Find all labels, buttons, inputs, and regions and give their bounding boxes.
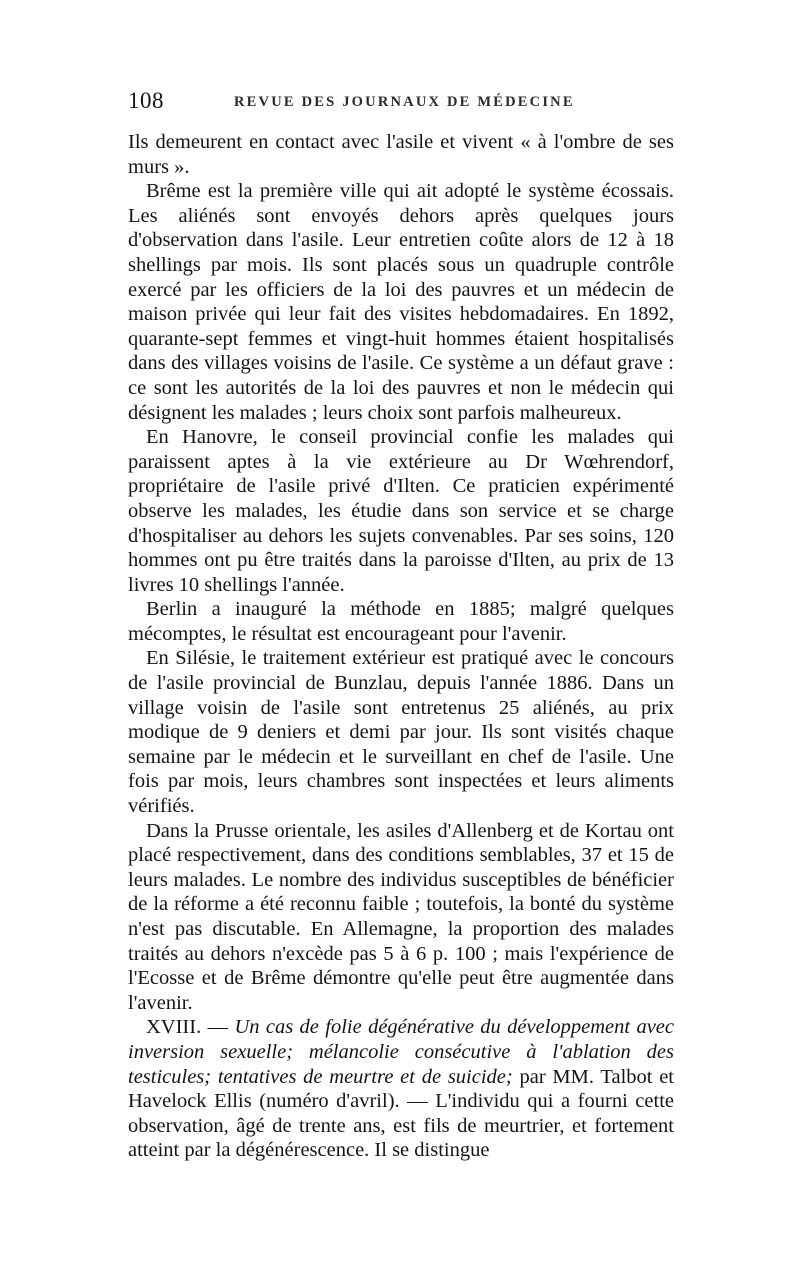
paragraph-silesie: En Silésie, le traitement extérieur est pratiqué avec le concours de l'asile provincial de Bunzlau, depuis l'année 1886. Dans un village voisin de l'asile sont entretenus 25 aliénés, au prix modique de 9 deniers et demi par jour. Ils sont visités chaque semaine par le médecin et le surveillant en chef de l'asile. Une fois par mois, leurs chambres sont inspectées et leurs aliments vérifiés. <box>128 647 674 818</box>
section-number: XVIII. — <box>146 1016 229 1039</box>
paragraph-berlin: Berlin a inauguré la méthode en 1885; malgré quelques mécomptes, le résultat est encourageant pour l'avenir. <box>128 598 674 645</box>
running-head: REVUE DES JOURNAUX DE MÉDECINE <box>234 94 575 110</box>
page-number: 108 <box>128 88 164 113</box>
paragraph-breme: Brême est la première ville qui ait adopté le système écossais. Les aliénés sont envoyés dehors après quelques jours d'observation dans l'asile. Leur entretien coûte alors de 12 à 18 shellings par mois. Ils sont placés sous un quadruple contrôle exercé par les officiers de la loi des pauvres et un médecin de maison privée qui leur fait des visites hebdomadaires. En 1892, quarante-sept femmes et vingt-huit hommes étaient hospitalisés dans des villages voisins de l'asile. Ce système a un défaut grave : ce sont les autorités de la loi des pauvres et non le médecin qui désignent les malades ; leurs choix sont parfois malheureux. <box>128 180 674 424</box>
section-text: par MM. Talbot et Havelock Ellis (numéro d'avril). — L'individu qui a fourni cette observation, âgé de trente ans, est fils de meurtrier, et fortement atteint par la dégénérescence. Il se distingue <box>128 1065 675 1162</box>
paragraph-prusse: Dans la Prusse orientale, les asiles d'Allenberg et de Kortau ont placé respectivement, dans des conditions semblables, 37 et 15 de leurs malades. Le nombre des individus susceptibles de bénéficier de la réforme a été reconnu faible ; toutefois, la bonté du système n'est pas discutable. En Allemagne, la proportion des malades traités au dehors n'excède pas 5 à 6 p. 100 ; mais l'expérience de l'Ecosse et de Brême démontre qu'elle peut être augmentée dans l'avenir. <box>128 819 674 1014</box>
section-title: Un cas de folie dégénérative du développement avec inversion sexuelle; mélancolie consécutive à l'ablation des testicules; tentatives de meurtre et de suicide; <box>128 1016 675 1088</box>
page-header <box>128 88 674 118</box>
paragraph-asile-contact: Ils demeurent en contact avec l'asile et vivent « à l'ombre de ses murs ». <box>128 131 674 178</box>
body-text <box>128 130 674 1163</box>
section-xviii <box>128 1015 674 1163</box>
paragraph-hanovre: En Hanovre, le conseil provincial confie les malades qui paraissent aptes à la vie extérieure au Dr Wœhrendorf, propriétaire de l'asile privé d'Ilten. Ce praticien expérimenté observe les malades, les étudie dans son service et se charge d'hospitaliser au dehors les sujets convenables. Par ses soins, 120 hommes ont pu être traités dans la paroisse d'Ilten, au prix de 13 livres 10 shellings l'année. <box>128 426 674 596</box>
